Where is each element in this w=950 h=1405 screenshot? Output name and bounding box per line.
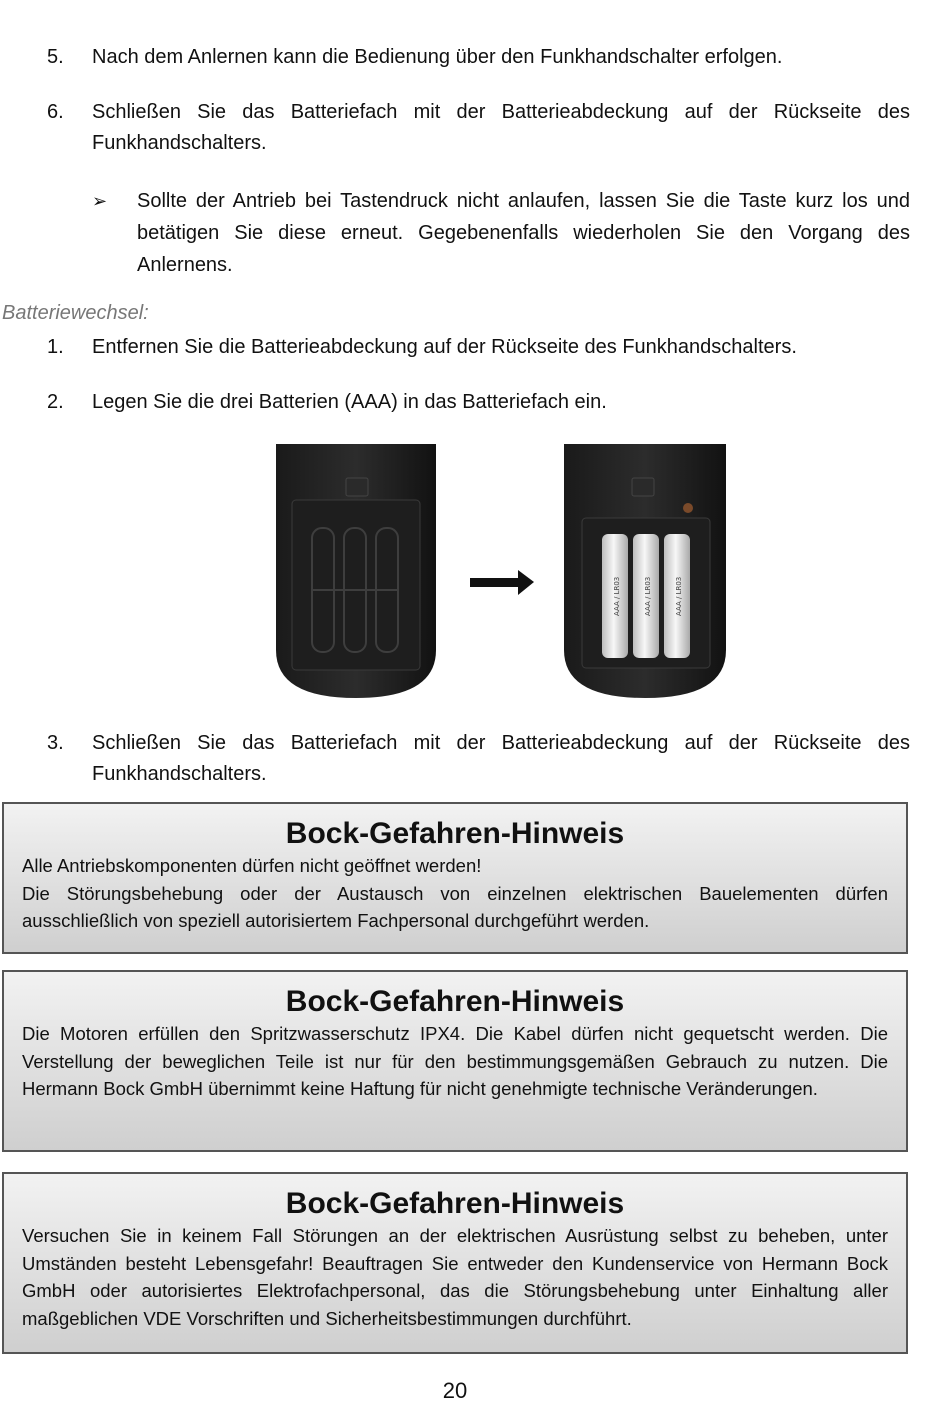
hint-text: Sollte der Antrieb bei Tastendruck nicht anlaufen, lassen Sie die Taste kurz los und betätigen Sie diese erneut. Gegebenenfalls wiederholen Sie den Vorgang des Anlernens. [137, 190, 910, 276]
step-text: Nach dem Anlernen kann die Bedienung über den Funkhandschalter erfolgen. [92, 46, 783, 68]
section-heading-battery: Batteriewechsel: [2, 302, 149, 324]
step-number: 3. [47, 732, 64, 754]
hazard-notice-2 [2, 970, 908, 1152]
notice-line: Die Störungsbehebung oder der Austausch von einzelnen elektrischen Bauelementen dürfen ausschließlich von speziell autorisiertem Fachpersonal durchgeführt werden. [22, 882, 888, 931]
notice-body [22, 1222, 888, 1332]
hazard-notice-3 [2, 1172, 908, 1354]
battery [664, 534, 690, 658]
battery [633, 534, 659, 658]
notice-line: Versuchen Sie in keinem Fall Störungen an der elektrischen Ausrüstung selbst zu beheben, unter Umständen besteht Lebensgefahr! Beauftragen Sie entweder den Kundenservice von Hermann Bock GmbH oder autorisiertes Elektrofachpersonal, das die Störungsbehebung unter Einhaltung aller maßgeblichen VDE Vorschriften und Sicherheitsbestimmungen durchführt. [22, 1225, 888, 1329]
arrow-bullet-icon: ➢ [92, 191, 108, 211]
step-text: Entfernen Sie die Batterieabdeckung auf der Rückseite des Funkhandschalters. [92, 336, 797, 358]
notice-title: Bock-Gefahren-Hinweis [285, 817, 625, 850]
battery-label: AAA / LR03 [613, 576, 621, 616]
step-number: 6. [47, 101, 64, 123]
notice-line: Die Motoren erfüllen den Spritzwasserschutz IPX4. Die Kabel dürfen nicht gequetscht werden. Die Verstellung der beweglichen Teile ist nur für den bestimmungsgemäßen Gebrauch zu nutzen. Die Hermann Bock GmbH übernimmt keine Haftung für nicht genehmigte technische Veränderungen. [22, 1023, 888, 1099]
hazard-notice-1 [2, 802, 908, 954]
battery-replacement-figure [270, 440, 740, 705]
notice-line: Alle Antriebskomponenten dürfen nicht geöffnet werden! [22, 855, 482, 876]
notice-body [22, 852, 888, 935]
battery-label: AAA / LR03 [644, 576, 652, 616]
step-text: Schließen Sie das Batteriefach mit der Batterieabdeckung auf der Rückseite des Funkhandschalters. [92, 732, 910, 785]
step-number: 1. [47, 336, 64, 358]
step-number: 2. [47, 391, 64, 413]
battery-label: AAA / LR03 [675, 576, 683, 616]
step-text: Legen Sie die drei Batterien (AAA) in das Batteriefach ein. [92, 391, 607, 413]
remote-back-with-batteries [564, 444, 726, 698]
battery [602, 534, 628, 658]
notice-body [22, 1020, 888, 1103]
page-number: 20 [442, 1378, 468, 1403]
step-number: 5. [47, 46, 64, 68]
notice-title: Bock-Gefahren-Hinweis [285, 1187, 625, 1220]
arrow-right-icon [470, 570, 534, 595]
step-text: Schließen Sie das Batteriefach mit der Batterieabdeckung auf der Rückseite des Funkhandschalters. [92, 101, 910, 154]
notice-title: Bock-Gefahren-Hinweis [285, 985, 625, 1018]
remote-back-empty [276, 444, 436, 698]
